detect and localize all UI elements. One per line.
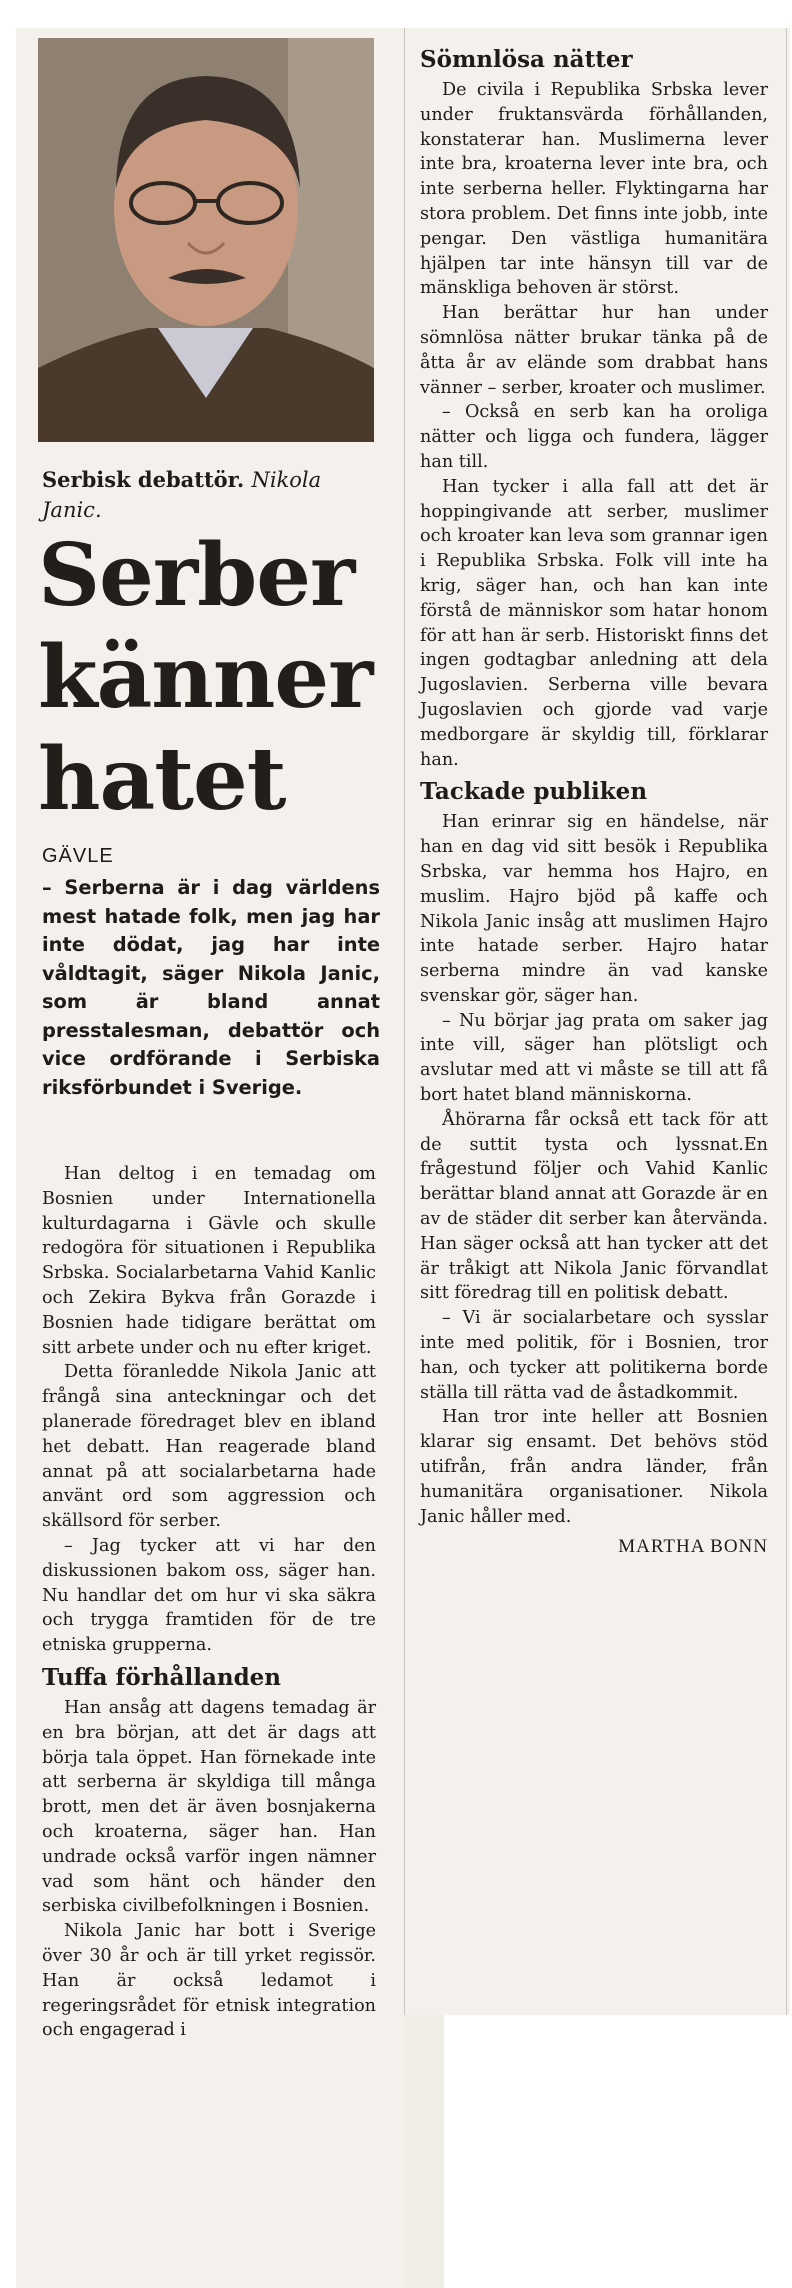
paragraph: Han erinrar sig en händelse, när han en dag vid sitt besök i Republika Srbska, var hemma hos Hajro, en muslim. Hajro bjöd på kaffe och Nikola Janic insåg att muslimen Hajro inte hatade serber. Hajro hatar serberna mindre än vad kanske svenskar gör, säger han.: [420, 812, 768, 1006]
ingress: – Serberna är i dag världens mest hatade folk, men jag har inte dödat, jag har inte våldtagit, säger Nikola Janic, som är bland annat presstalesman, debattör och vice ordförande i Serbiska riksförbundet i Sverige.: [42, 876, 380, 1099]
portrait-photo: [38, 38, 374, 442]
caption-name: Nikola Janic.: [42, 468, 322, 522]
column-rule-right: [786, 28, 787, 2015]
paragraph: Han tror inte heller att Bosnien klarar sig ensamt. Det behövs stöd utifrån, från andra länder, från humanitära organisationer. Nikola Janic håller med.: [420, 1407, 768, 1527]
subhead-tackade: Tackade publiken: [420, 778, 648, 806]
subhead-tuffa: Tuffa förhållanden: [42, 1663, 282, 1691]
column-rule: [404, 28, 405, 2015]
headline: [38, 525, 408, 831]
paragraph: – Vi är socialarbetare och sysslar inte med politik, för i Bosnien, tror han, och tycker att politikerna borde ställa till rätta vad de åstadkommit.: [420, 1308, 768, 1403]
right-column: [420, 44, 768, 1560]
subhead-somnlosa: Sömnlösa nätter: [420, 46, 633, 73]
paragraph: – Nu börjar jag prata om saker jag inte vill, säger han plötsligt och avslutar med att vi måste se till att få bort hatet bland människorna.: [420, 1010, 768, 1106]
clipping-right-lower: [404, 2015, 444, 2288]
byline: MARTHA BONN: [618, 1536, 768, 1558]
paragraph: De civila i Republika Srbska lever under fruktansvärda förhållanden, konstaterar han. Muslimerna lever inte bra, kroaterna lever inte bra, och inte serberna heller. Flyktingarna har stora problem. Det finns inte jobb, inte pengar. Den västliga humanitära hjälpen tar inte hänsyn till var de mänskliga behoven är störst.: [420, 80, 768, 299]
headline-line-2: känner: [38, 627, 373, 728]
paragraph: Åhörarna får också ett tack för att de suttit tysta och lyssnat.En frågestund följer och Vahid Kanlic berättar bland annat att Gorazde är en av de städer dit serber kan återvända. Han säger också att han tycker att det är tråkigt att Nikola Janic förvandlat sitt föredrag till en politisk debatt.: [420, 1109, 768, 1304]
paragraph: Han berättar hur han under sömnlösa nätter brukar tänka på de åtta år av elände som drabbat hans vänner – serber, kroater och muslimer.: [420, 303, 768, 398]
left-column: [42, 1162, 376, 2043]
paragraph: – Jag tycker att vi har den diskussionen bakom oss, säger han. Nu handlar det om hur vi ska säkra och trygga framtiden för de tre etniska grupperna.: [42, 1535, 376, 1656]
headline-line-1: Serber: [38, 525, 355, 626]
paragraph: Han ansåg att dagens temadag är en bra början, att det är dags att börja tala öppet. Han förnekade inte att serberna är skyldiga till många brott, men det är även bosnjakerna och kroaterna, säger han. Han undrade också varför ingen nämner vad som hänt och händer den serbiska civilbefolkningen i Bosnien.: [42, 1697, 376, 1917]
caption-bold: Serbisk debattör.: [42, 467, 245, 492]
paragraph: Han deltog i en temadag om Bosnien under Internationella kulturdagarna i Gävle och skulle redogöra för situationen i Republika Srbska. Socialarbetarna Vahid Kanlic och Zekira Bykva från Gorazde i Bosnien hade tidigare berättat om sitt arbete under och nu efter kriget.: [42, 1164, 376, 1358]
paragraph: – Också en serb kan ha oroliga nätter och ligga och fundera, lägger han till.: [420, 402, 768, 472]
paragraph: Detta föranledde Nikola Janic att frångå sina anteckningar och det planerade föredraget blev en ibland het debatt. Han reagerade bland annat på att socialarbetarna hade använt ord som aggression och skällsord för serber.: [42, 1362, 376, 1532]
dateline: GÄVLE: [42, 845, 114, 867]
photo-caption: [42, 465, 382, 525]
paragraph: Han tycker i alla fall att det är hoppingivande att serber, muslimer och kroater kan leva som grannar igen i Republika Srbska. Folk vill inte ha krig, säger han, och han kan inte förstå de människor som hatar honom för att han är serb. Historiskt finns det ingen godtagbar anledning att dela Jugoslavien. Serberna ville bevara Jugoslavien och gjorde vad varje medborgare är skyldig till, förklarar han.: [420, 476, 768, 770]
headline-line-3: hatet: [38, 729, 286, 830]
paragraph: Nikola Janic har bott i Sverige över 30 år och är till yrket regissör. Han är också ledamot i regeringsrådet för etnisk integration och engagerad i: [42, 1921, 376, 2041]
